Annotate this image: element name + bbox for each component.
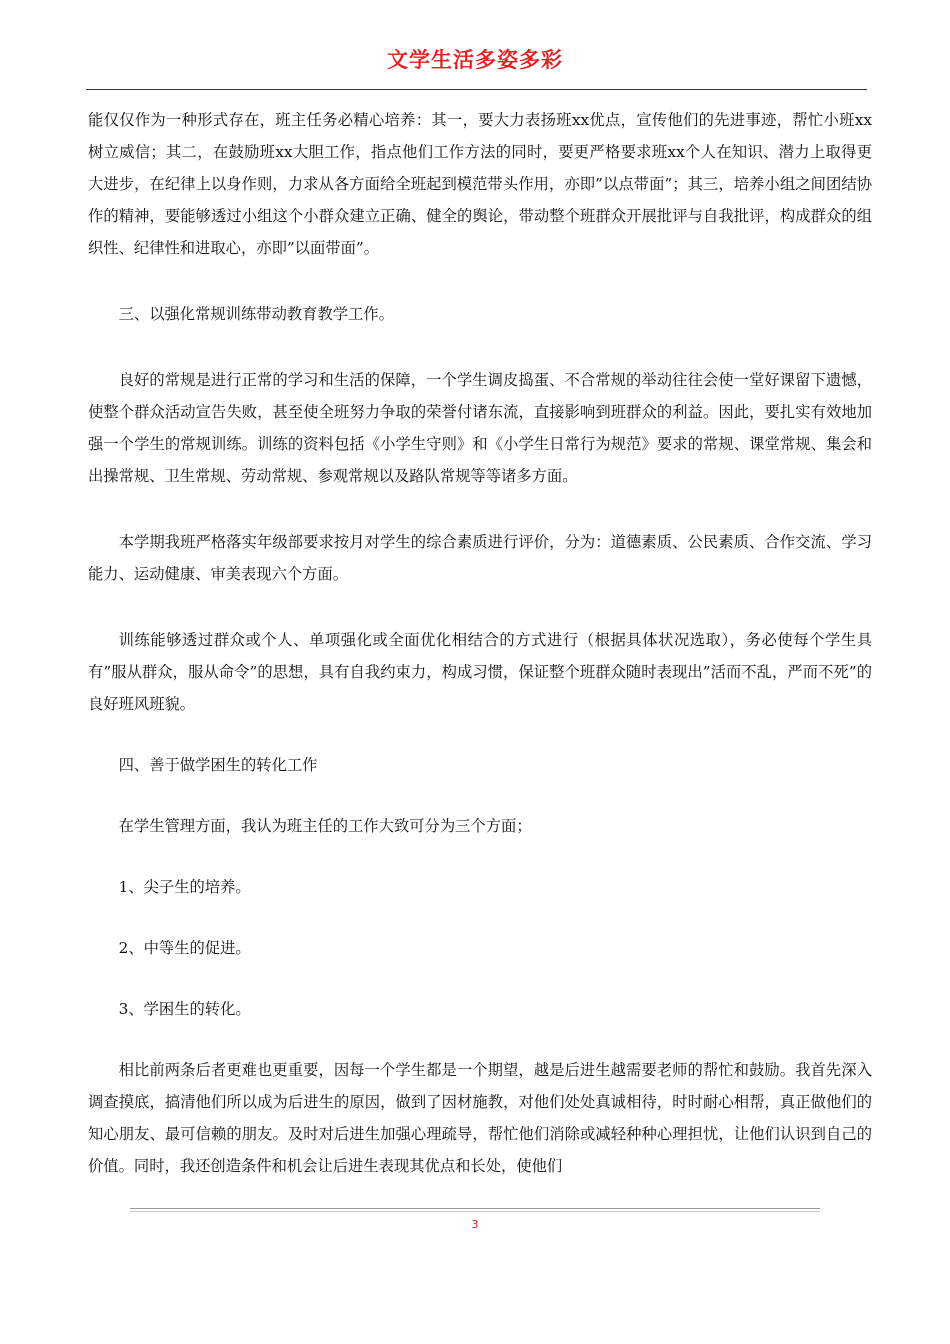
page-number: 3 bbox=[471, 1218, 479, 1231]
footer-divider bbox=[130, 1208, 820, 1209]
paragraph-class-leaders: 能仅仅作为一种形式存在，班主任务必精心培养：其一，要大力表扬班xx优点，宣传他们的先进事迹，帮忙小班xx树立威信；其二，在鼓励班xx大胆工作，指点他们工作方法的同时，要更严格要求班xx个人在知识、潜力上取得更大进步，在纪律上以身作则，力求从各方面给全班起到模范带头作用，亦即”以点带面”；其三，培养小组之间团结协作的精神，要能够透过小组这个小群众建立正确、健全的舆论，带动整个班群众开展批评与自我批评，构成群众的组织性、纪律性和进取心，亦即”以面带面”。 bbox=[88, 111, 872, 257]
header-divider bbox=[86, 89, 867, 90]
page-title: 文学生活多姿多彩 bbox=[387, 48, 563, 72]
footer-divider-secondary bbox=[130, 1211, 820, 1212]
document-body bbox=[88, 104, 872, 1182]
list-item-struggling-students: 3、学困生的转化。 bbox=[118, 1000, 251, 1018]
paragraph-routine-importance: 良好的常规是进行正常的学习和生活的保障，一个学生调皮捣蛋、不合常规的举动往往会使一堂好课留下遗憾，使整个群众活动宣告失败，甚至使全班努力争取的荣誉付诸东流，直接影响到班群众的利益。因此，要扎实有效地加强一个学生的常规训练。训练的资料包括《小学生守则》和《小学生日常行为规范》要求的常规、课堂常规、集会和出操常规、卫生常规、劳动常规、参观常规以及路队常规等等诸多方面。 bbox=[88, 371, 872, 485]
section-heading-routine-training: 三、以强化常规训练带动教育教学工作。 bbox=[118, 305, 394, 323]
list-item-top-students: 1、尖子生的培养。 bbox=[118, 878, 251, 896]
list-item-middle-students: 2、中等生的促进。 bbox=[118, 939, 251, 957]
section-heading-struggling-students: 四、善于做学困生的转化工作 bbox=[118, 756, 318, 774]
paragraph-management-aspects: 在学生管理方面，我认为班主任的工作大致可分为三个方面； bbox=[118, 817, 532, 835]
paragraph-training-methods: 训练能够透过群众或个人、单项强化或全面优化相结合的方式进行（根据具体状况选取），务必使每个学生具有”服从群众，服从命令”的思想，具有自我约束力，构成习惯，保证整个班群众随时表现出”活而不乱，严而不死”的良好班风班貌。 bbox=[88, 631, 872, 713]
paragraph-quality-evaluation: 本学期我班严格落实年级部要求按月对学生的综合素质进行评价，分为：道德素质、公民素质、合作交流、学习能力、运动健康、审美表现六个方面。 bbox=[88, 533, 872, 583]
paragraph-struggling-student-support: 相比前两条后者更难也更重要，因每一个学生都是一个期望，越是后进生越需要老师的帮忙和鼓励。我首先深入调查摸底，搞清他们所以成为后进生的原因，做到了因材施教，对他们处处真诚相待，时时耐心相帮，真正做他们的知心朋友、最可信赖的朋友。及时对后进生加强心理疏导，帮忙他们消除或减轻种种心理担忧，让他们认识到自己的价值。同时，我还创造条件和机会让后进生表现其优点和长处，使他们 bbox=[88, 1061, 872, 1175]
